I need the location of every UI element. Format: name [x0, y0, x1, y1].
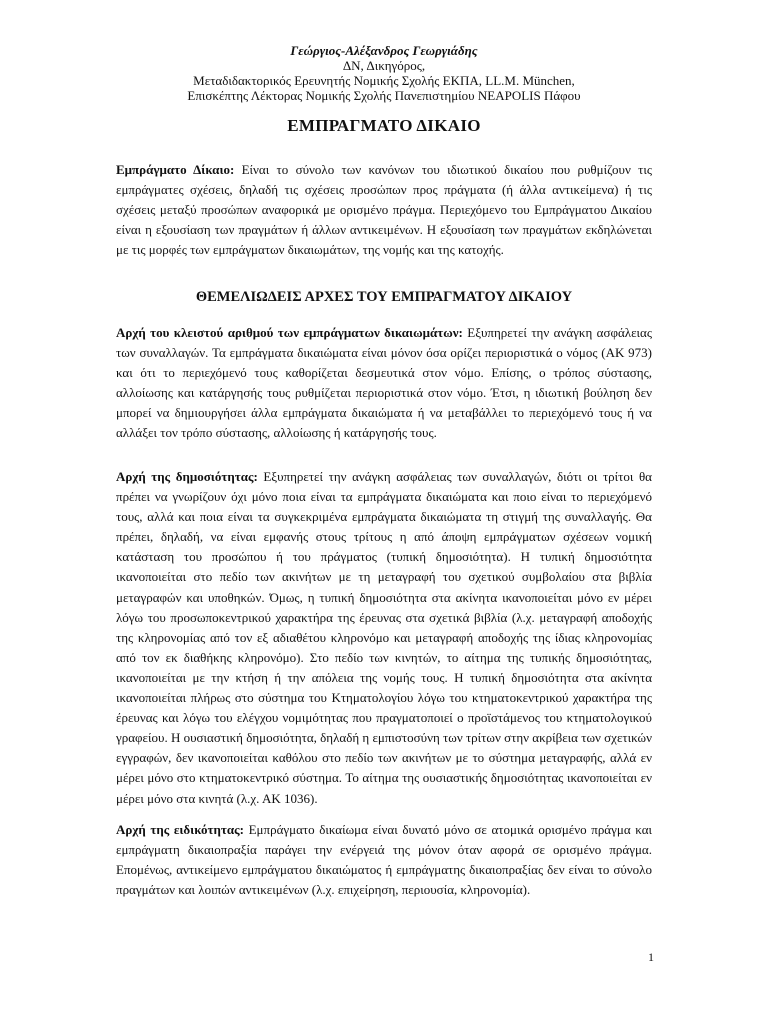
paragraph-specificity-principle: [116, 820, 652, 900]
paragraph-publicity-principle: [116, 467, 652, 809]
paragraph-text: Εξυπηρετεί την ανάγκη ασφάλειας των συναλλαγών. Τα εμπράγματα δικαιώματα είναι μόνον όσα ορίζει περιοριστικά ο νόμος (ΑΚ 973) και ότι το περιεχόμενό τους καθορίζεται δεσμευτικά στον νόμο. Επίσης, ο τρόπος σύστασης, αλλοίωσης και κατάργησής τους ρυθμίζεται περιοριστικά στον νόμο. Έτσι, η ιδιωτική βούληση δεν μπορεί να δημιουργήσει άλλα εμπράγματα δικαιώματα ή να μεταβάλλει το περιεχόμενό τους ή να αλλάξει τον τρόπο σύστασης, αλλοίωσης ή κατάργησής τους.: [116, 325, 653, 441]
paragraph-text: Εξυπηρετεί την ανάγκη ασφάλειας των συναλλαγών, διότι οι τρίτοι θα πρέπει να γνωρίζουν όχι μόνο ποια είναι τα εμπράγματα δικαιώματα και ποιο είναι το περιεχόμενό τους, αλλά και ποια είναι τα συγκεκριμένα εμπράγματα δικαιώματα τη στιγμή της συναλλαγής. Θα πρέπει, δηλαδή, να είναι εμφανής στους τρίτους η από άποψη εμπράγματων σχέσεων νομική κατάσταση του προσώπου ή του πράγματος (τυπική δημοσιότητα). Η τυπική δημοσιότητα ικανοποιείται στο πεδίο των ακινήτων με τη μεταγραφή του σχετικού συμβολαίου στα βιβλία μεταγραφών και υποθηκών. Όμως, η τυπική δημοσιότητα στα ακίνητα ικανοποιείται μόνο εν μέρει λόγω του προσωποκεντρικού χαρακτήρα της έρευνας στα σχετικά βιβλία (λ.χ. μεταγραφή αποδοχής της κληρονομίας από τον εξ αδιαθέτου κληρονόμο και μεταγραφή αποδοχής της ίδιας κληρονομίας από τον εκ διαθήκης κληρονόμο). Στο πεδίο των κινητών, το αίτημα της τυπικής δημοσιότητας, ικανοποιείται με την κτήση ή την απόλεια της νομής τους. Η τυπική δημοσιότητα στα ακίνητα ικανοποιείται πλήρως στο σύστημα του Κτηματολογίου λόγω του κτηματοκεντρικού χαρακτήρα της έρευνας και λόγω του ελέγχου νομιμότητας που πραγματοποιεί ο προϊστάμενος του κτηματολογικού γραφείου. Η ουσιαστική δημοσιότητα, δηλαδή η εμπιστοσύνη των τρίτων στην ακρίβεια των σχετικών εγγραφών, δεν ικανοποιείται καθόλου στο πεδίο των ακινήτων με το σύστημα μεταγραφής, αλλά εν μέρει μόνο στο κτηματοκεντρικό σύστημα. Το αίτημα της ουσιαστικής δημοσιότητας ικανοποιείται εν μέρει μόνο στα κινητά (λ.χ. ΑΚ 1036).: [116, 469, 652, 806]
author-visiting-position: Επισκέπτης Λέκτορας Νομικής Σχολής Πανεπιστημίου NEAPOLIS Πάφου: [187, 88, 581, 103]
author-credentials: ΔΝ, Δικηγόρος,: [342, 58, 426, 73]
paragraph-term: Εμπράγματο Δίκαιο:: [116, 162, 235, 177]
paragraph-definition: [116, 160, 652, 260]
paragraph-text: Είναι το σύνολο των κανόνων του ιδιωτικού δικαίου που ρυθμίζουν τις εμπράγματες σχέσεις, δηλαδή τις σχέσεις προσώπων προς πράγματα (ή άλλα αντικείμενα) ή τις σχέσεις μεταξύ προσώπων αναφορικά με ορισμένο πράγμα. Περιεχόμενο του Εμπράγματου Δικαίου είναι η εξουσίαση των πραγμάτων ή άλλων αντικειμένων. Η εξουσίαση των πραγμάτων εκδηλώνεται με τις μορφές των εμπράγματων δικαιωμάτων, της νομής και της κατοχής.: [116, 162, 653, 258]
author-header: [0, 43, 768, 103]
paragraph-text: Εμπράγματο δικαίωμα είναι δυνατό μόνο σε ατομικά ορισμένο πράγμα και εμπράγματη δικαιοπραξία παράγει την ενέργειά της μόνον όταν αφορά σε ορισμένο πράγμα. Επομένως, αντικείμενο εμπράγματου δικαιώματος ή εμπράγματης δικαιοπραξίας δεν είναι το σύνολο πραγμάτων και λοιπών αντικειμένων (λ.χ. επιχείρηση, περιουσία, κληρονομία).: [116, 822, 653, 898]
paragraph-term: Αρχή του κλειστού αριθμού των εμπράγματων δικαιωμάτων:: [116, 325, 463, 340]
page-number: 1: [648, 950, 654, 964]
author-name: Γεώργιος-Αλέξανδρος Γεωργιάδης: [290, 43, 478, 58]
paragraph-term: Αρχή της ειδικότητας:: [116, 822, 244, 837]
author-affiliation: Μεταδιδακτορικός Ερευνητής Νομικής Σχολής ΕΚΠΑ, LL.M. München,: [193, 73, 575, 88]
document-title: ΕΜΠΡΑΓΜΑΤΟ ΔΙΚΑΙΟ: [287, 116, 481, 135]
section-heading: ΘΕΜΕΛΙΩΔΕΙΣ ΑΡΧΕΣ ΤΟΥ ΕΜΠΡΑΓΜΑΤΟΥ ΔΙΚΑΙΟΥ: [195, 289, 573, 305]
paragraph-term: Αρχή της δημοσιότητας:: [116, 469, 258, 484]
paragraph-closed-number-principle: [116, 323, 652, 444]
